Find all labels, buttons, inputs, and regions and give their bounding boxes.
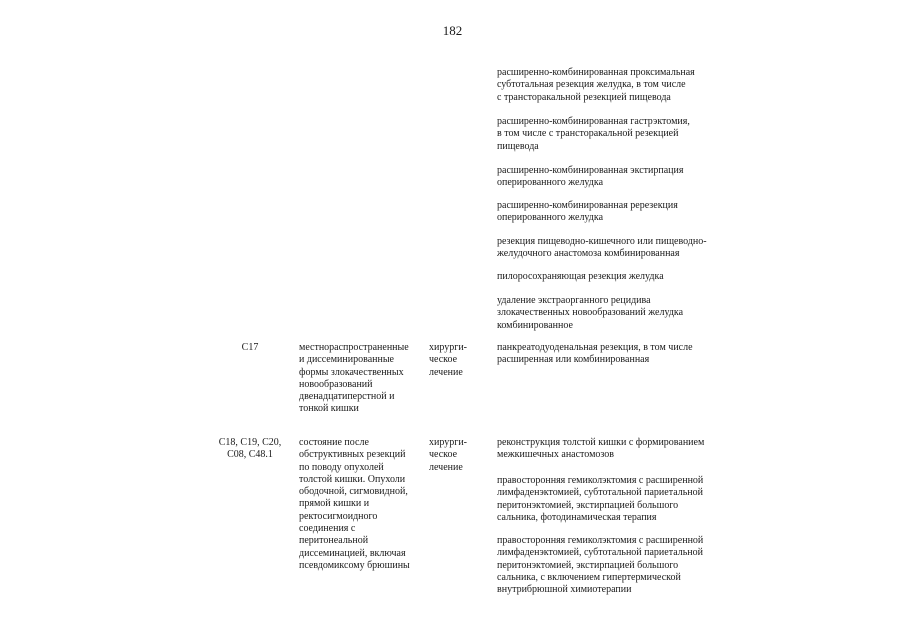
- treatment-type: хирурги- ческое лечение: [429, 437, 468, 473]
- page-number: 182: [442, 23, 463, 38]
- method-item: правосторонняя гемиколэктомия с расширенной лимфаденэктомией, субтотальной париетальной перитонэктомией, экстирпацией большого сальника, с включением гипертермической внутрибрюшной химиотерапии: [497, 535, 704, 596]
- icd-codes: C17: [241, 342, 259, 353]
- method-item: расширенно-комбинированная экстирпация оперированного желудка: [497, 165, 684, 189]
- method-item: панкреатодуоденальная резекция, в том числе расширенная или комбинированная: [497, 342, 693, 366]
- method-item: резекция пищеводно-кишечного или пищеводно- желудочного анастомоза комбинированная: [497, 236, 707, 260]
- method-item: расширенно-комбинированная проксимальная субтотальная резекция желудка, в том числе с трансторакальной резекцией пищевода: [497, 67, 695, 103]
- method-item: удаление экстраорганного рецидива злокачественных новообразований желудка комбинированное: [497, 295, 684, 331]
- method-item: пилоросохраняющая резекция желудка: [497, 271, 664, 282]
- icd-codes: C18, C19, C20, C08, C48.1: [218, 437, 282, 461]
- condition-description: местнораспространенные и диссеминированные формы злокачественных новообразований двенадцатиперстной и тонкой кишки: [299, 342, 409, 415]
- method-item: расширенно-комбинированная ререзекция оперированного желудка: [497, 200, 678, 224]
- method-item: правосторонняя гемиколэктомия с расширенной лимфаденэктомией, субтотальной париетальной перитонэктомией, экстирпацией большого сальника, фотодинамическая терапия: [497, 475, 704, 523]
- treatment-type: хирурги- ческое лечение: [429, 342, 468, 378]
- method-item: расширенно-комбинированная гастрэктомия, в том числе с трансторакальной резекцией пищевода: [497, 116, 690, 152]
- condition-description: состояние после обструктивных резекций по поводу опухолей толстой кишки. Опухоли ободочной, сигмовидной, прямой кишки и ректосигмоидного соединения с перитонеальной диссеминацией, включая псевдомиксому брюшины: [299, 437, 410, 571]
- method-item: реконструкция толстой кишки с формированием межкишечных анастомозов: [497, 437, 705, 461]
